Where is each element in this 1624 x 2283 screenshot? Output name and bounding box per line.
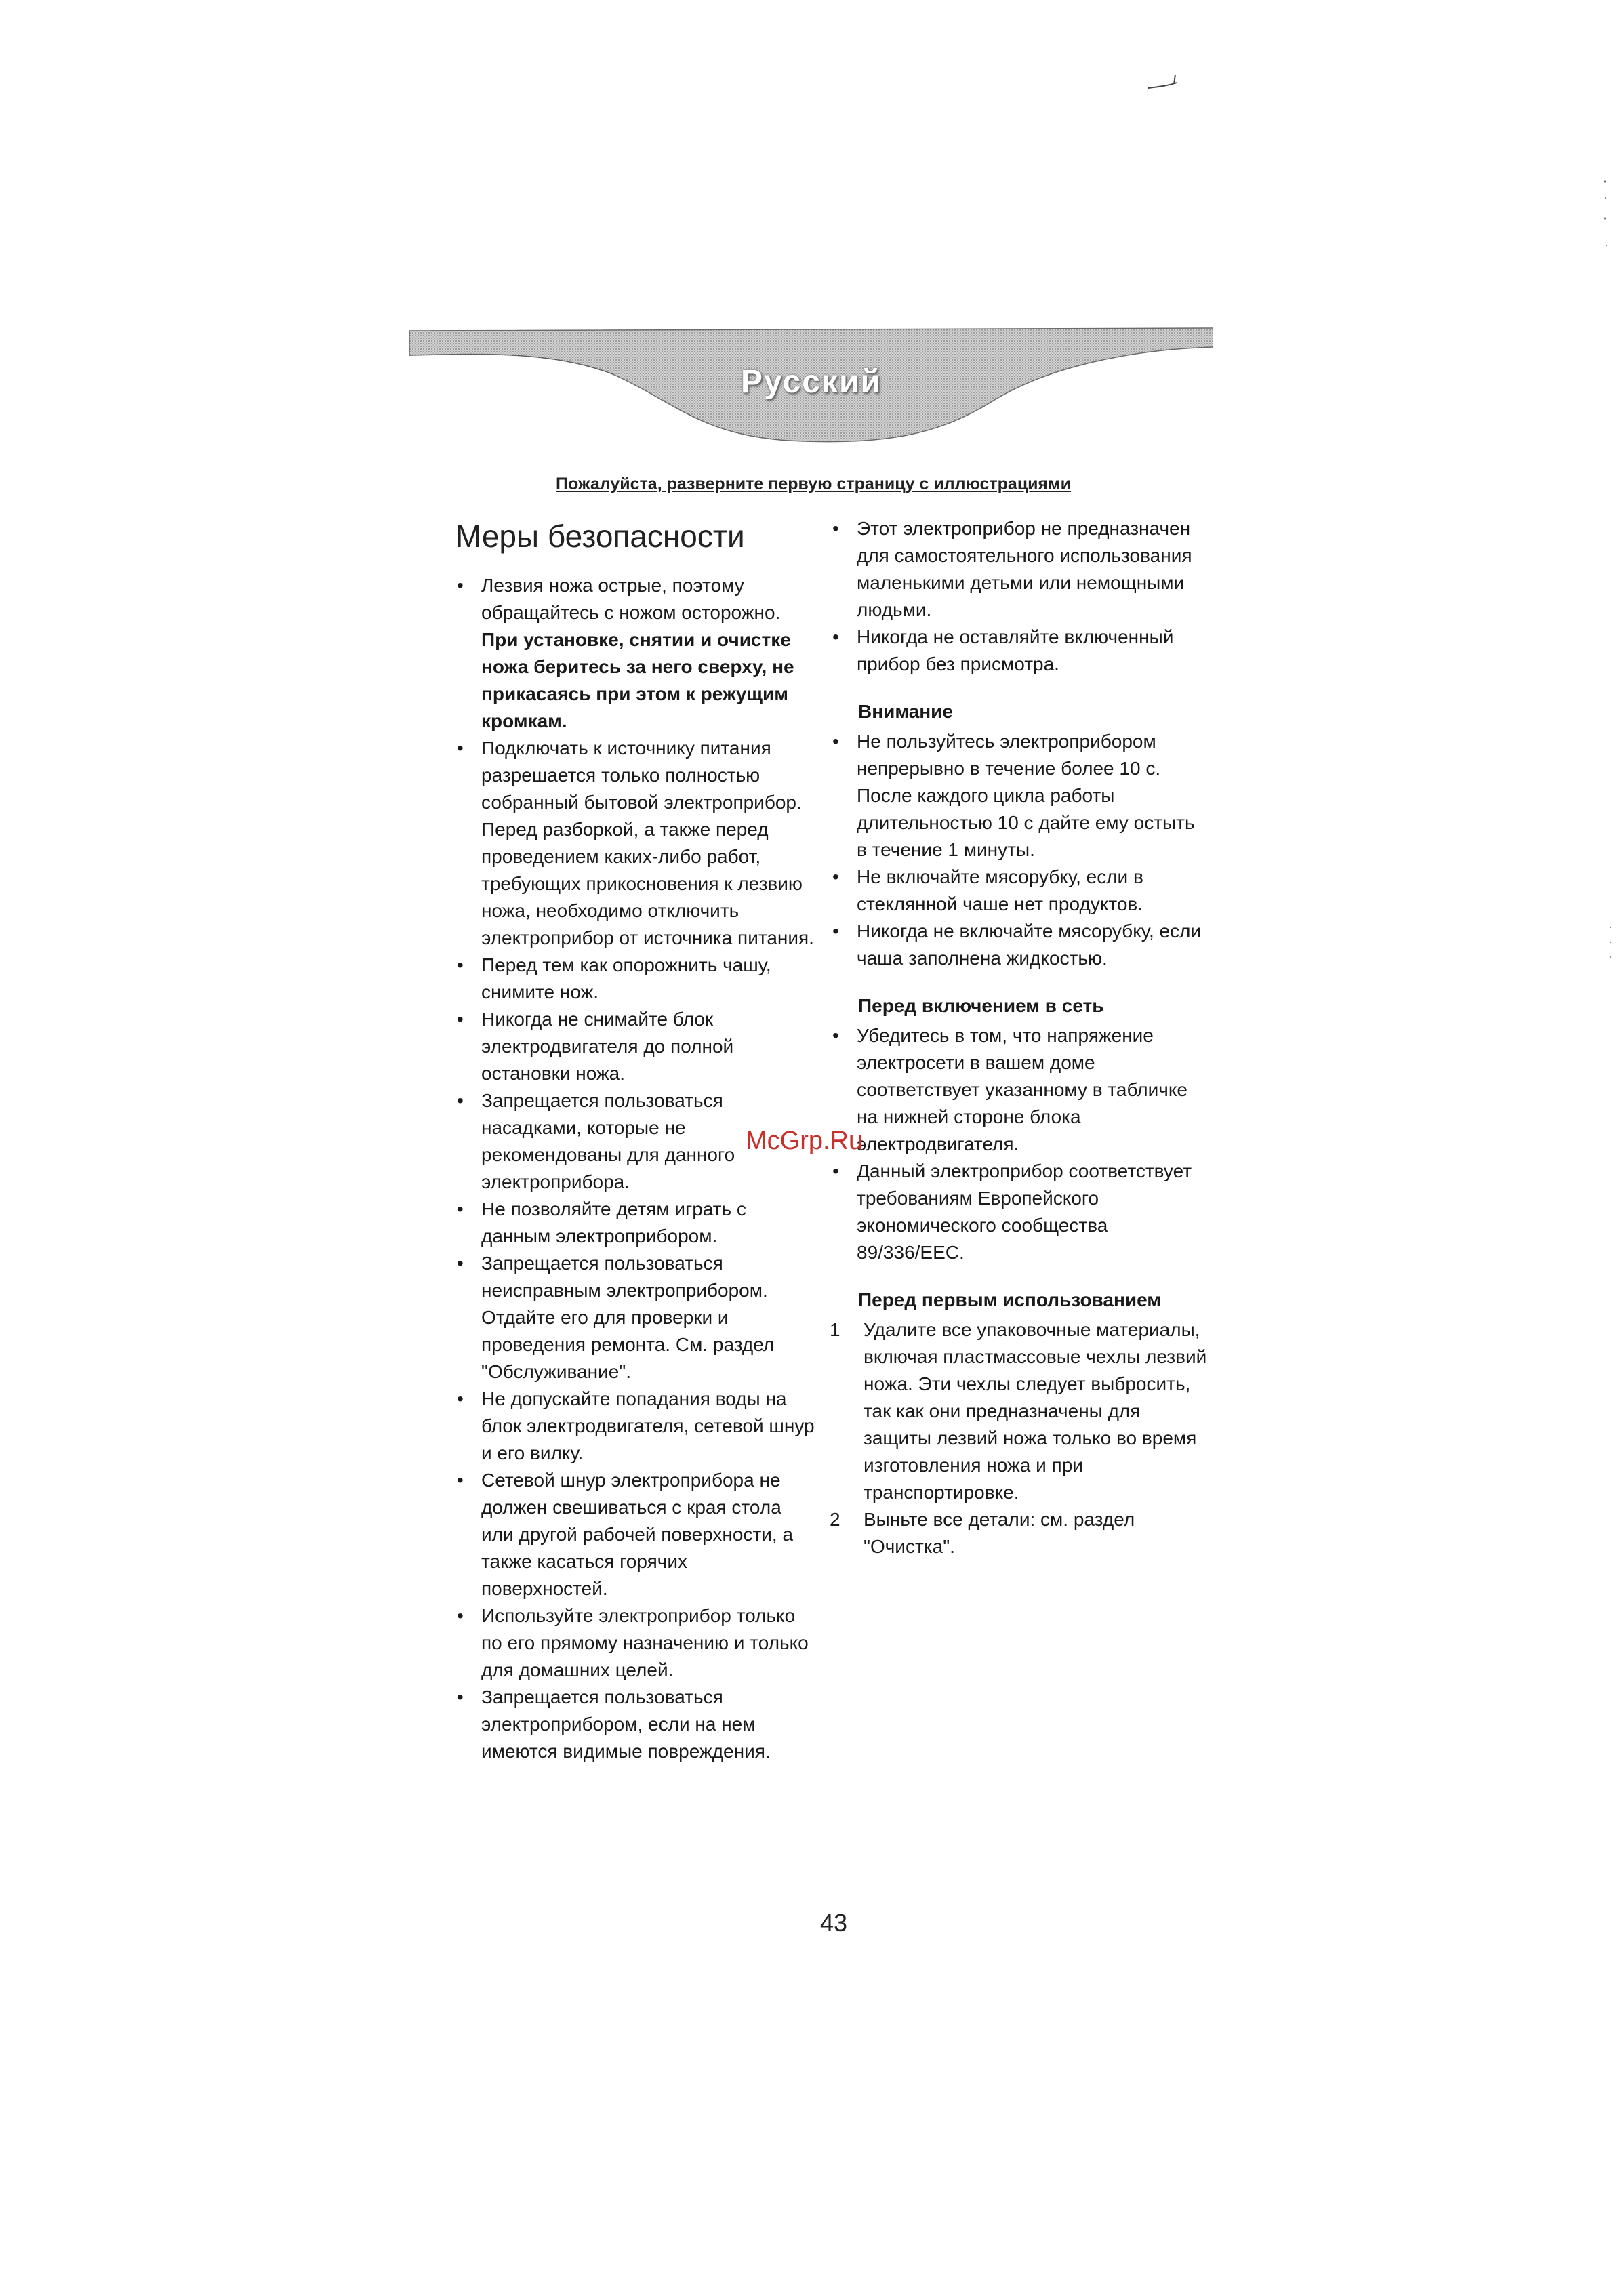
site-watermark: McGrp.Ru xyxy=(746,1127,864,1155)
list-item xyxy=(453,735,819,952)
list-item xyxy=(828,864,1208,918)
step-text: Удалите все упаковочные материалы, включая пластмассовые чехлы лезвий ножа. Эти чехлы следует выбросить, так как они предназначены для защиты лезвий ножа только во время изготовления ножа и при транспортировке. xyxy=(864,1319,1207,1503)
bullet-icon: • xyxy=(457,954,464,975)
item-text: Запрещается пользоваться неисправным электроприбором. Отдайте его для проверки и проведения ремонта. См. раздел "Обслуживание". xyxy=(481,1253,775,1382)
item-text: Не включайте мясорубку, если в стеклянной чаше нет продуктов. xyxy=(857,866,1143,914)
item-text: Этот электроприбор не предназначен для самостоятельного использования маленькими детьми или немощными людьми. xyxy=(857,518,1192,620)
item-text: Перед тем как опорожнить чашу, снимите нож. xyxy=(481,954,771,1003)
list-item xyxy=(828,1158,1208,1266)
item-bold-text: При установке, снятии и очистке ножа беритесь за него сверху, не прикасаясь при этом к режущим кромкам. xyxy=(481,629,794,731)
safety-list xyxy=(453,572,819,1765)
bullet-icon: • xyxy=(832,1160,839,1181)
bullet-icon: • xyxy=(457,738,464,759)
bullet-icon: • xyxy=(457,575,464,596)
list-item xyxy=(828,624,1208,678)
safety-list-continued xyxy=(828,515,1208,678)
item-text: Не позволяйте детям играть с данным электроприбором. xyxy=(481,1198,746,1247)
step-number: 1 xyxy=(830,1319,840,1340)
safety-heading: Меры безопасности xyxy=(455,519,745,554)
bullet-icon: • xyxy=(832,1025,839,1046)
step-text: Выньте все детали: см. раздел "Очистка". xyxy=(864,1509,1135,1557)
list-item xyxy=(828,728,1208,864)
list-item xyxy=(453,1386,819,1467)
item-text: Запрещается пользоваться электроприбором, если на нем имеются видимые повреждения. xyxy=(481,1686,771,1762)
first-use-steps xyxy=(828,1316,1208,1560)
item-text: Подключать к источнику питания разрешается только полностью собранный бытовой электроприбор. Перед разборкой, а также перед проведением каких-либо работ, требующих прикосновения к лезвию ножа, необходимо отключить электроприбор от источника питания. xyxy=(481,738,814,948)
bullet-icon: • xyxy=(457,1388,464,1409)
item-text: Убедитесь в том, что напряжение электросети в вашем доме соответствует указанному в табличке на нижней стороне блока электродвигателя. xyxy=(857,1025,1187,1154)
scan-mark-icon xyxy=(1145,68,1186,95)
list-item xyxy=(828,918,1208,972)
list-item xyxy=(453,1684,819,1765)
scan-speck-icon xyxy=(1606,922,1615,963)
list-item xyxy=(453,1467,819,1602)
bullet-icon: • xyxy=(832,518,839,539)
item-text: Используйте электроприбор только по его прямому назначению и только для домашних целей. xyxy=(481,1605,809,1680)
step-item xyxy=(828,1316,1208,1506)
bullet-icon: • xyxy=(457,1253,464,1274)
bullet-icon: • xyxy=(832,921,839,942)
list-item xyxy=(453,1196,819,1250)
list-item xyxy=(453,1602,819,1684)
warning-heading: Внимание xyxy=(858,701,953,722)
list-item xyxy=(453,952,819,1006)
item-text: Не допускайте попадания воды на блок электродвигателя, сетевой шнур и его вилку. xyxy=(481,1388,815,1463)
warning-list xyxy=(828,728,1208,972)
item-text: Никогда не включайте мясорубку, если чаша заполнена жидкостью. xyxy=(857,921,1202,969)
list-item xyxy=(453,572,819,735)
item-text: Данный электроприбор соответствует требованиям Европейского экономического сообщества 89/336/EEC. xyxy=(857,1160,1192,1263)
first-use-heading: Перед первым использованием xyxy=(858,1289,1162,1310)
scan-speck-icon xyxy=(1601,178,1610,259)
list-item xyxy=(828,515,1208,624)
before-plug-heading: Перед включением в сеть xyxy=(858,995,1104,1016)
item-text: Никогда не снимайте блок электродвигателя до полной остановки ножа. xyxy=(481,1009,734,1084)
list-item xyxy=(453,1250,819,1386)
bullet-icon: • xyxy=(457,1686,464,1708)
bullet-icon: • xyxy=(832,866,839,887)
right-column xyxy=(828,515,1208,1560)
step-number: 2 xyxy=(830,1509,840,1530)
page-number: 43 xyxy=(819,1909,848,1937)
item-text: Не пользуйтесь электроприбором непрерывно в течение более 10 с. После каждого цикла работы длительностью 10 с дайте ему остыть в течение 1 минуты. xyxy=(857,731,1195,860)
before-plug-list xyxy=(828,1022,1208,1266)
bullet-icon: • xyxy=(457,1090,464,1111)
banner-title: Русский xyxy=(741,364,882,400)
bullet-icon: • xyxy=(457,1009,464,1030)
illustration-note: Пожалуйста, разверните первую страницу с иллюстрациями xyxy=(555,474,1072,493)
list-item xyxy=(453,1006,819,1087)
item-text: Никогда не оставляйте включенный прибор без присмотра. xyxy=(857,626,1174,674)
bullet-icon: • xyxy=(832,626,839,647)
item-text: Запрещается пользоваться насадками, которые не рекомендованы для данного электроприбора. xyxy=(481,1090,735,1192)
bullet-icon: • xyxy=(457,1198,464,1219)
bullet-icon: • xyxy=(457,1605,464,1626)
item-text: Лезвия ножа острые, поэтому обращайтесь с ножом осторожно. xyxy=(481,575,781,623)
list-item xyxy=(828,1022,1208,1158)
bullet-icon: • xyxy=(457,1470,464,1491)
step-item xyxy=(828,1506,1208,1560)
item-text: Сетевой шнур электроприбора не должен свешиваться с края стола или другой рабочей поверхности, а также касаться горячих поверхностей. xyxy=(481,1470,794,1599)
bullet-icon: • xyxy=(832,731,839,752)
